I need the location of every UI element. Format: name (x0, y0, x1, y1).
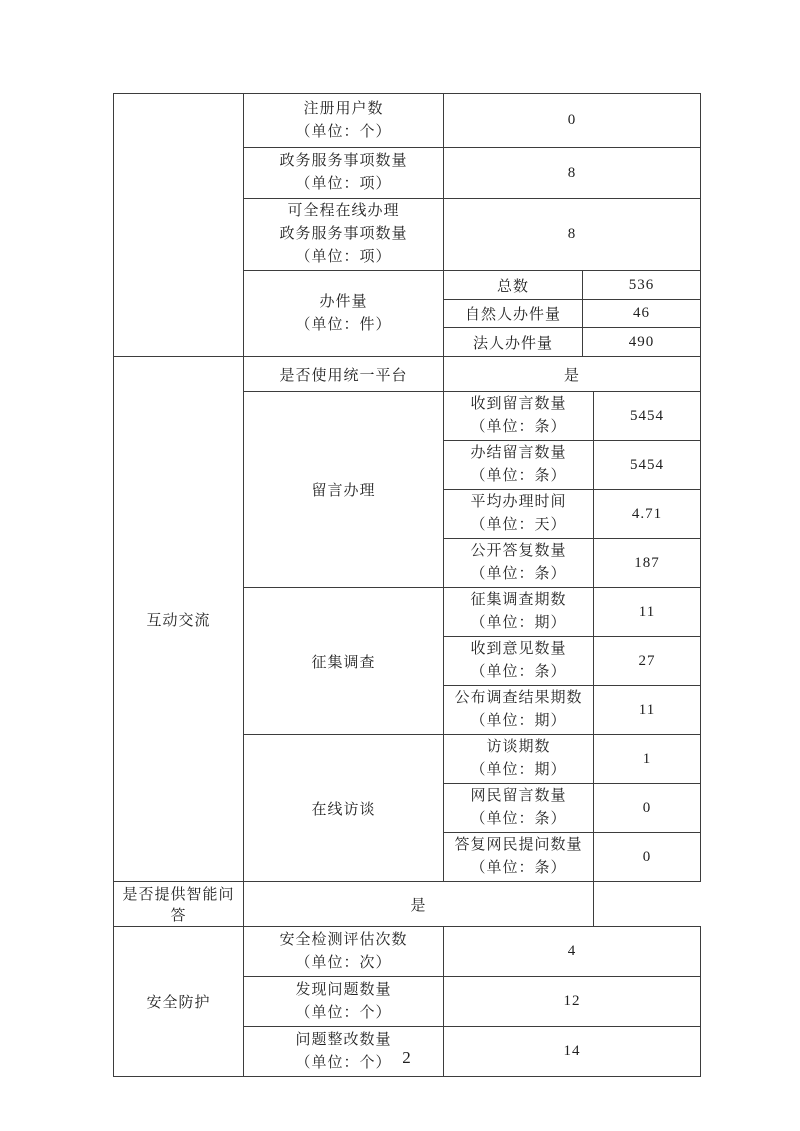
sub-metric-name: 网民留言数量 (470, 788, 567, 804)
metric-value-cell: 是 (444, 357, 701, 392)
metric-value-cell: 是 (244, 882, 594, 927)
metric-value-cell: 11 (594, 588, 701, 637)
group-name-cell (244, 271, 444, 357)
metric-label-cell (244, 94, 444, 148)
sub-metric-label-cell (444, 441, 594, 490)
sub-metric-label-cell (444, 392, 594, 441)
sub-metric-label-cell (444, 784, 594, 833)
sub-metric-unit: （单位：条） (470, 664, 567, 680)
sub-metric-label-cell: 总数 (444, 271, 583, 300)
metric-label-cell (244, 148, 444, 199)
sub-metric-name: 办结留言数量 (470, 445, 567, 461)
metric-unit: （单位：次） (295, 954, 392, 971)
metric-value-cell: 0 (594, 833, 701, 882)
metric-value-cell: 490 (583, 328, 701, 357)
metric-value-cell: 12 (444, 977, 701, 1027)
sub-metric-label-cell: 自然人办件量 (444, 300, 583, 328)
sub-metric-name: 公开答复数量 (470, 543, 567, 559)
metric-name-line2: 政务服务事项数量 (279, 226, 408, 242)
sub-metric-unit: （单位：条） (470, 419, 567, 435)
metric-value-cell: 5454 (594, 441, 701, 490)
sub-metric-unit: （单位：期） (470, 615, 567, 631)
metric-label-cell: 是否提供智能问答 (114, 882, 244, 927)
metric-value-cell: 8 (444, 148, 701, 199)
metric-label-cell (244, 927, 444, 977)
category-cell-security: 安全防护 (114, 927, 244, 1077)
category-cell-blank (114, 94, 244, 357)
metric-name: 政务服务事项数量 (279, 153, 408, 169)
metric-name: 安全检测评估次数 (279, 931, 408, 948)
sub-metric-unit: （单位：条） (470, 811, 567, 827)
group-unit: （单位：件） (295, 316, 392, 333)
metric-unit: （单位：项） (295, 249, 392, 265)
sub-metric-name: 平均办理时间 (470, 494, 567, 510)
sub-metric-name: 收到留言数量 (470, 396, 567, 412)
sub-metric-label-cell (444, 686, 594, 735)
metric-value-cell: 27 (594, 637, 701, 686)
metric-name: 发现问题数量 (295, 981, 392, 998)
sub-metric-label-cell (444, 539, 594, 588)
group-name-cell: 征集调查 (244, 588, 444, 735)
metric-name: 问题整改数量 (295, 1031, 392, 1048)
sub-metric-label-cell (444, 637, 594, 686)
sub-metric-unit: （单位：天） (470, 517, 567, 533)
metric-value-cell: 1 (594, 735, 701, 784)
metric-label-cell (244, 199, 444, 271)
metric-value-cell: 8 (444, 199, 701, 271)
metric-value-cell: 11 (594, 686, 701, 735)
metric-name: 可全程在线办理 (287, 203, 400, 219)
sub-metric-unit: （单位：期） (470, 762, 567, 778)
sub-metric-label-cell: 法人办件量 (444, 328, 583, 357)
metric-value-cell: 0 (444, 94, 701, 148)
sub-metric-unit: （单位：条） (470, 566, 567, 582)
sub-metric-unit: （单位：条） (470, 860, 567, 876)
group-name: 办件量 (319, 293, 368, 310)
metric-unit: （单位：个） (295, 123, 392, 140)
sub-metric-name: 公布调查结果期数 (454, 690, 583, 706)
sub-metric-label-cell (444, 735, 594, 784)
indicator-table (113, 93, 701, 1077)
sub-metric-name: 访谈期数 (486, 739, 551, 755)
metric-value-cell: 14 (444, 1027, 701, 1077)
metric-value-cell: 4 (444, 927, 701, 977)
group-name-cell: 留言办理 (244, 392, 444, 588)
sub-metric-label-cell (444, 833, 594, 882)
metric-value-cell: 187 (594, 539, 701, 588)
metric-unit: （单位：项） (295, 176, 392, 192)
group-name-cell: 在线访谈 (244, 735, 444, 882)
sub-metric-name: 征集调查期数 (470, 592, 567, 608)
sub-metric-name: 答复网民提问数量 (454, 837, 583, 853)
metric-name: 注册用户数 (303, 100, 384, 117)
sub-metric-name: 收到意见数量 (470, 641, 567, 657)
sub-metric-label-cell (444, 588, 594, 637)
sub-metric-label-cell (444, 490, 594, 539)
metric-label-cell: 是否使用统一平台 (244, 357, 444, 392)
metric-label-cell (244, 977, 444, 1027)
sub-metric-unit: （单位：期） (470, 713, 567, 729)
metric-unit: （单位：个） (295, 1054, 392, 1071)
page-number: 2 (402, 1048, 411, 1067)
category-cell-interaction: 互动交流 (114, 357, 244, 882)
metric-unit: （单位：个） (295, 1004, 392, 1021)
sub-metric-unit: （单位：条） (470, 468, 567, 484)
metric-value-cell: 46 (583, 300, 701, 328)
metric-value-cell: 536 (583, 271, 701, 300)
metric-value-cell: 4.71 (594, 490, 701, 539)
metric-value-cell: 0 (594, 784, 701, 833)
metric-value-cell: 5454 (594, 392, 701, 441)
